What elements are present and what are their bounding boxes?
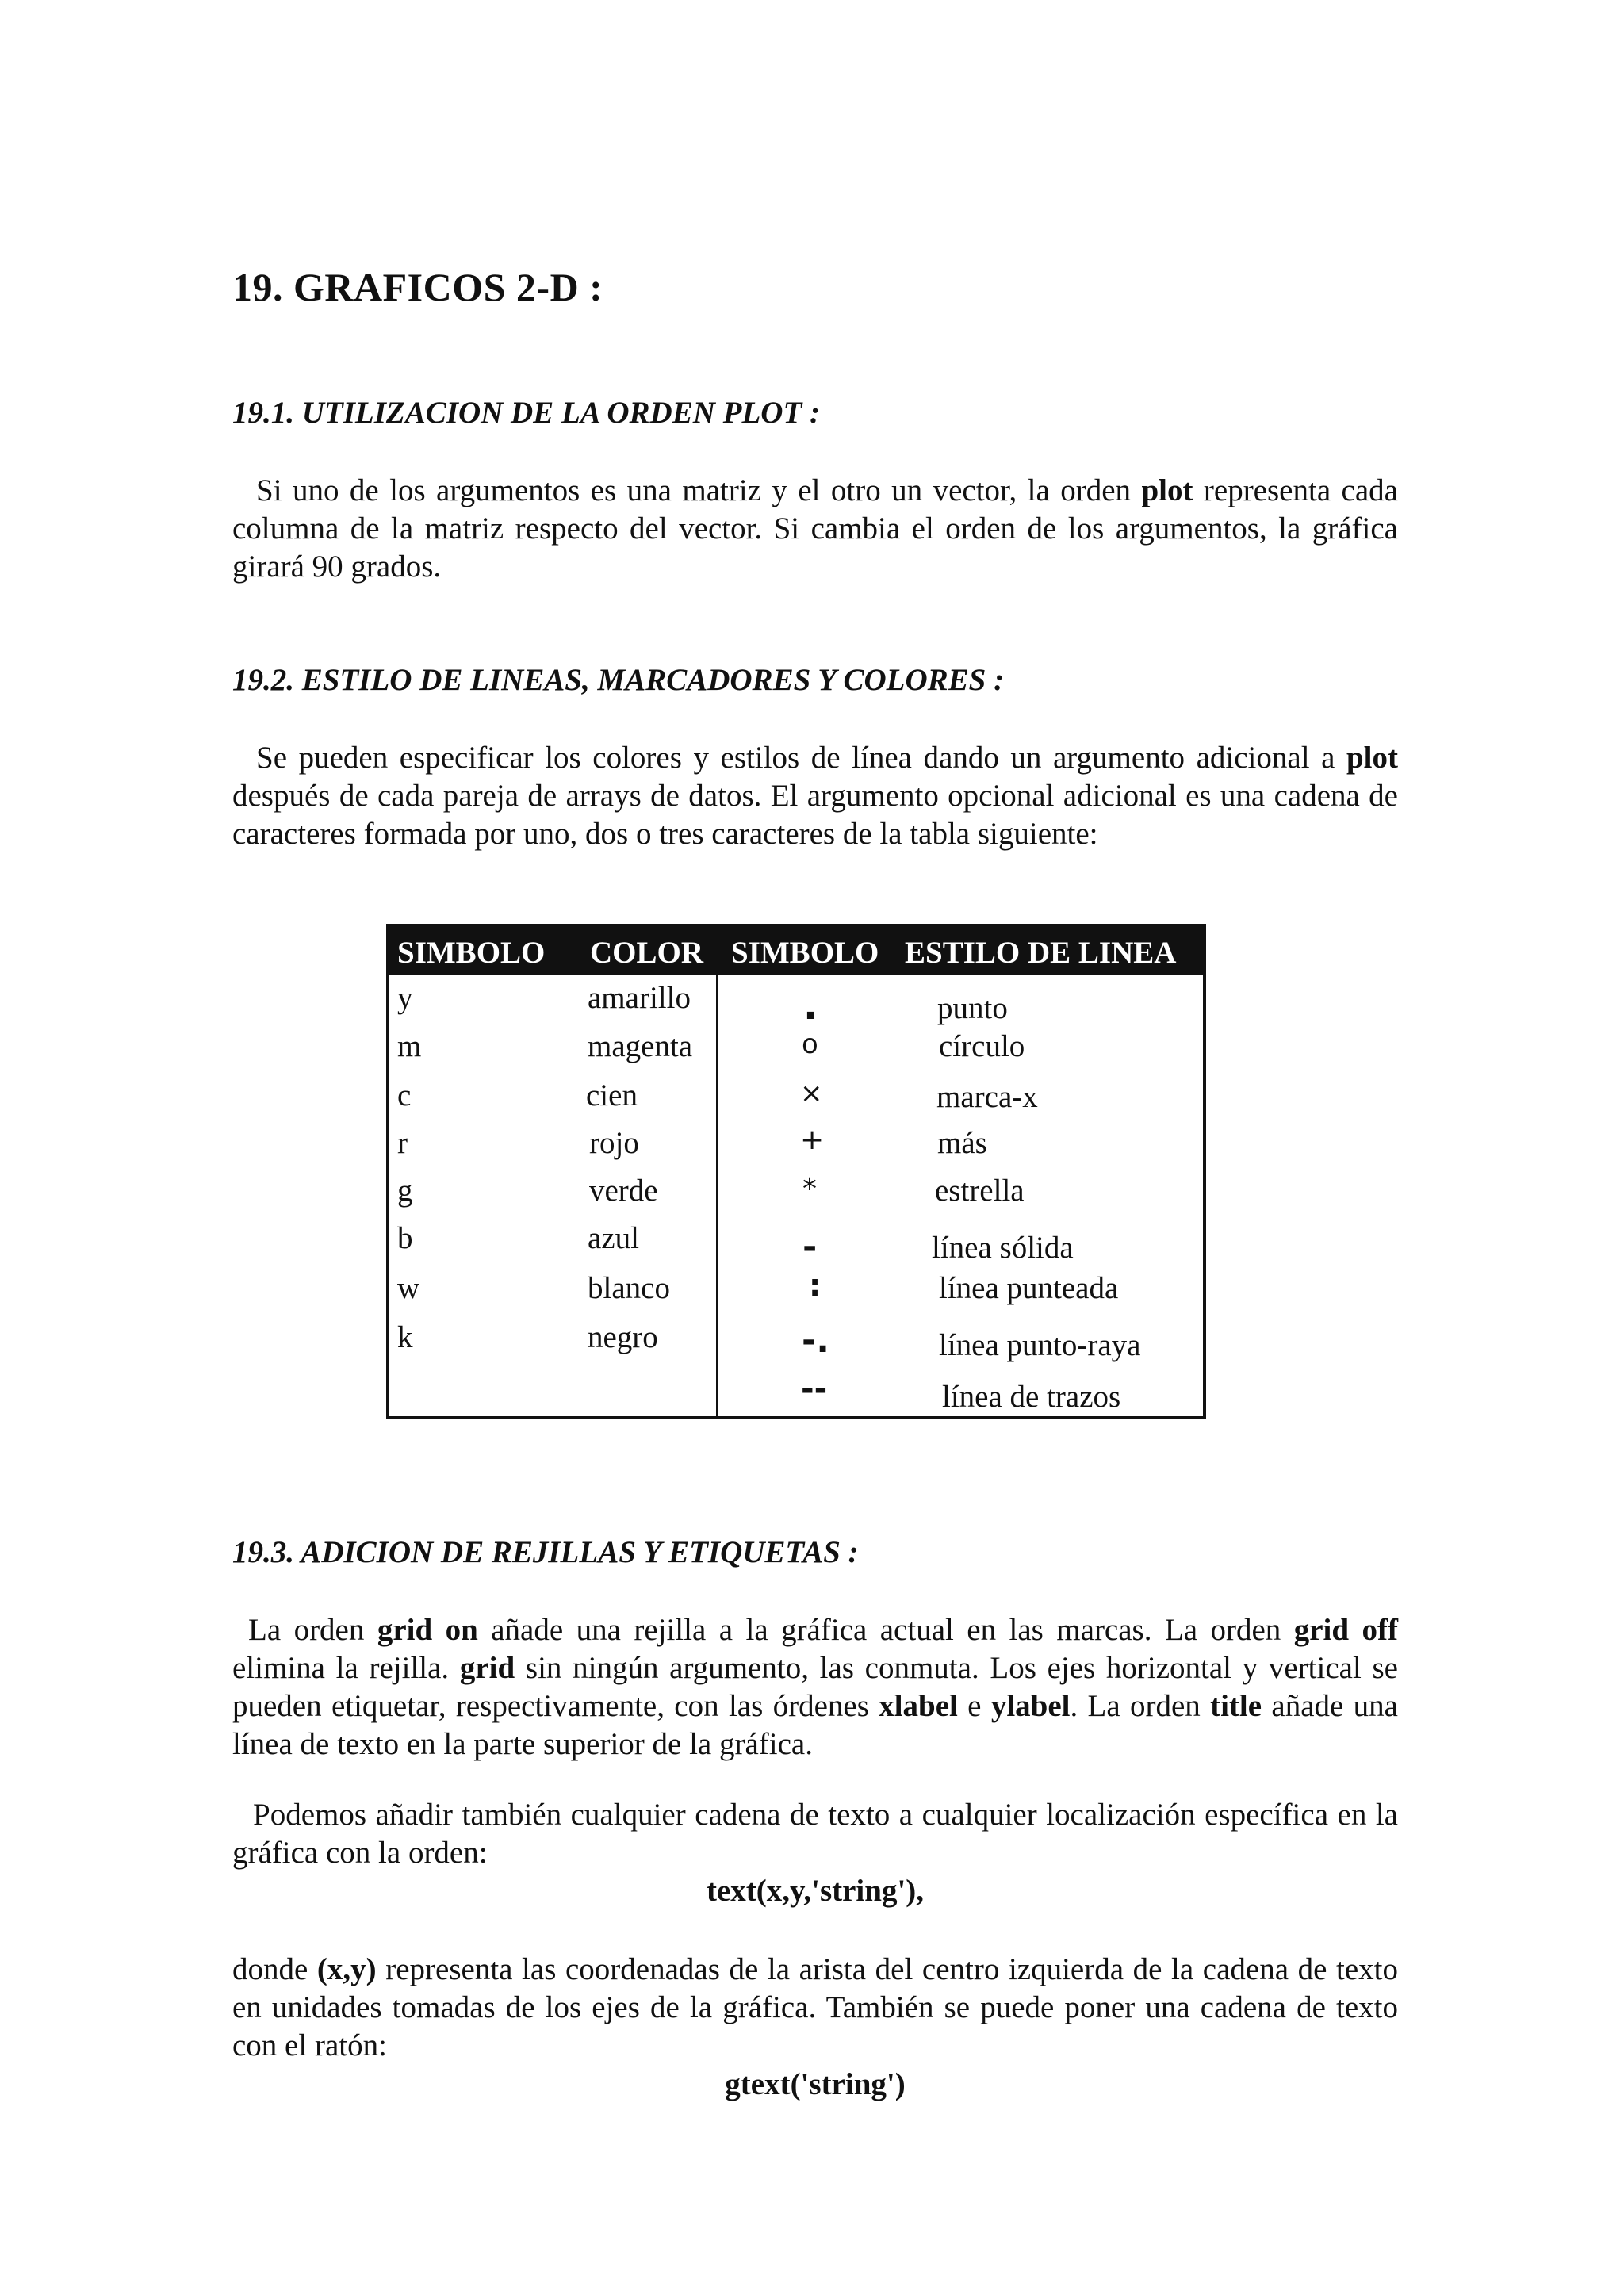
- bold-term: xlabel: [879, 1689, 958, 1723]
- style-name: línea sólida: [932, 1231, 1074, 1265]
- style-symbol: --: [801, 1371, 828, 1407]
- style-symbol: -: [802, 1227, 818, 1267]
- color-symbol: b: [397, 1221, 413, 1255]
- bold-term: grid off: [1293, 1613, 1398, 1647]
- section-heading-19-1: 19.1. UTILIZACION DE LA ORDEN PLOT :: [232, 396, 821, 430]
- paragraph-text: [232, 1796, 1398, 1872]
- code-text-command: text(x,y,'string'),: [706, 1874, 925, 1908]
- table-column-divider: [716, 975, 718, 1416]
- color-name: blanco: [588, 1271, 670, 1305]
- style-name: línea punteada: [939, 1271, 1119, 1305]
- style-name: línea de trazos: [942, 1380, 1121, 1414]
- paragraph-plot: [232, 472, 1398, 586]
- text-run: La orden: [248, 1613, 377, 1647]
- style-name: marca-x: [936, 1080, 1038, 1114]
- style-symbol: +: [800, 1124, 825, 1156]
- color-name: rojo: [589, 1126, 639, 1160]
- section-heading-19-2: 19.2. ESTILO DE LINEAS, MARCADORES Y COLORES :: [232, 663, 1005, 697]
- color-symbol: y: [397, 981, 413, 1015]
- header-symbol-1: SIMBOLO: [397, 936, 546, 970]
- color-name: cien: [586, 1078, 638, 1113]
- bold-term: title: [1210, 1689, 1262, 1723]
- style-symbol: o: [802, 1028, 818, 1060]
- bold-term: plot: [1141, 473, 1193, 507]
- text-run: Si uno de los argumentos es una matriz y el otro un vector, la orden: [256, 473, 1142, 507]
- style-name: estrella: [935, 1174, 1025, 1208]
- style-name: más: [937, 1126, 987, 1160]
- bold-term: grid: [459, 1651, 515, 1685]
- bold-term: (x,y): [316, 1952, 377, 1986]
- paragraph-coordinates: [232, 1951, 1398, 2065]
- text-run: añade una rejilla a la gráfica actual en las marcas. La orden: [477, 1613, 1294, 1647]
- style-symbol: .: [803, 984, 818, 1028]
- text-run: sin ningún argumento, las conmuta. Los ejes horizontal y vertical se pueden etiquetar, respectivamente, con las órdenes: [232, 1651, 1398, 1723]
- color-symbol: r: [397, 1126, 408, 1160]
- text-run: elimina la rejilla.: [232, 1651, 460, 1685]
- line-style-table: [386, 924, 1206, 1419]
- bold-term: ylabel: [990, 1689, 1071, 1723]
- header-symbol-2: SIMBOLO: [731, 936, 879, 970]
- code-gtext-command: gtext('string'): [725, 2067, 906, 2101]
- style-symbol: -.: [802, 1320, 829, 1361]
- color-name: azul: [588, 1221, 639, 1255]
- color-symbol: k: [397, 1320, 413, 1354]
- text-run: Se pueden especificar los colores y estilos de línea dando un argumento adicional a: [256, 741, 1346, 775]
- text-run: e: [957, 1689, 991, 1723]
- style-symbol: ×: [800, 1078, 823, 1109]
- color-symbol: w: [397, 1271, 420, 1305]
- text-run: representa cada columna de la matriz respecto del vector. Si cambia el orden de los argumentos, la gráfica girará 90 grados.: [232, 473, 1398, 584]
- color-name: negro: [588, 1320, 658, 1354]
- bold-term: grid on: [377, 1613, 478, 1647]
- color-name: amarillo: [588, 981, 691, 1015]
- paragraph-styles: [232, 739, 1398, 853]
- section-heading-19-3: 19.3. ADICION DE REJILLAS Y ETIQUETAS :: [232, 1535, 859, 1569]
- header-color: COLOR: [590, 936, 704, 970]
- bold-term: plot: [1346, 741, 1398, 775]
- color-symbol: g: [397, 1174, 413, 1208]
- paragraph-grid: [232, 1611, 1398, 1764]
- table-header: [389, 927, 1203, 975]
- text-run: añade una línea de texto en la parte superior de la gráfica.: [232, 1689, 1398, 1761]
- text-run: donde: [232, 1952, 317, 1986]
- text-run: representa las coordenadas de la arista del centro izquierda de la cadena de texto en unidades tomadas de los ejes de la gráfica. También se puede poner una cadena de texto con el ratón:: [232, 1952, 1398, 2062]
- header-line-style: ESTILO DE LINEA: [905, 936, 1177, 970]
- text-run: Podemos añadir también cualquier cadena de texto a cualquier localización específica en la gráfica con la orden:: [232, 1798, 1398, 1870]
- style-name: círculo: [939, 1029, 1025, 1063]
- color-name: verde: [589, 1174, 658, 1208]
- style-name: línea punto-raya: [939, 1328, 1141, 1362]
- chapter-title: 19. GRAFICOS 2-D :: [232, 265, 603, 309]
- style-symbol: :: [809, 1268, 822, 1303]
- text-run: después de cada pareja de arrays de datos. El argumento opcional adicional es una cadena de caracteres formada por uno, dos o tres caracteres de la tabla siguiente:: [232, 779, 1398, 851]
- text-run: . La orden: [1070, 1689, 1211, 1723]
- style-name: punto: [937, 991, 1008, 1025]
- color-name: magenta: [588, 1029, 693, 1063]
- color-symbol: m: [397, 1029, 422, 1063]
- style-symbol: *: [802, 1173, 817, 1205]
- color-symbol: c: [397, 1078, 412, 1113]
